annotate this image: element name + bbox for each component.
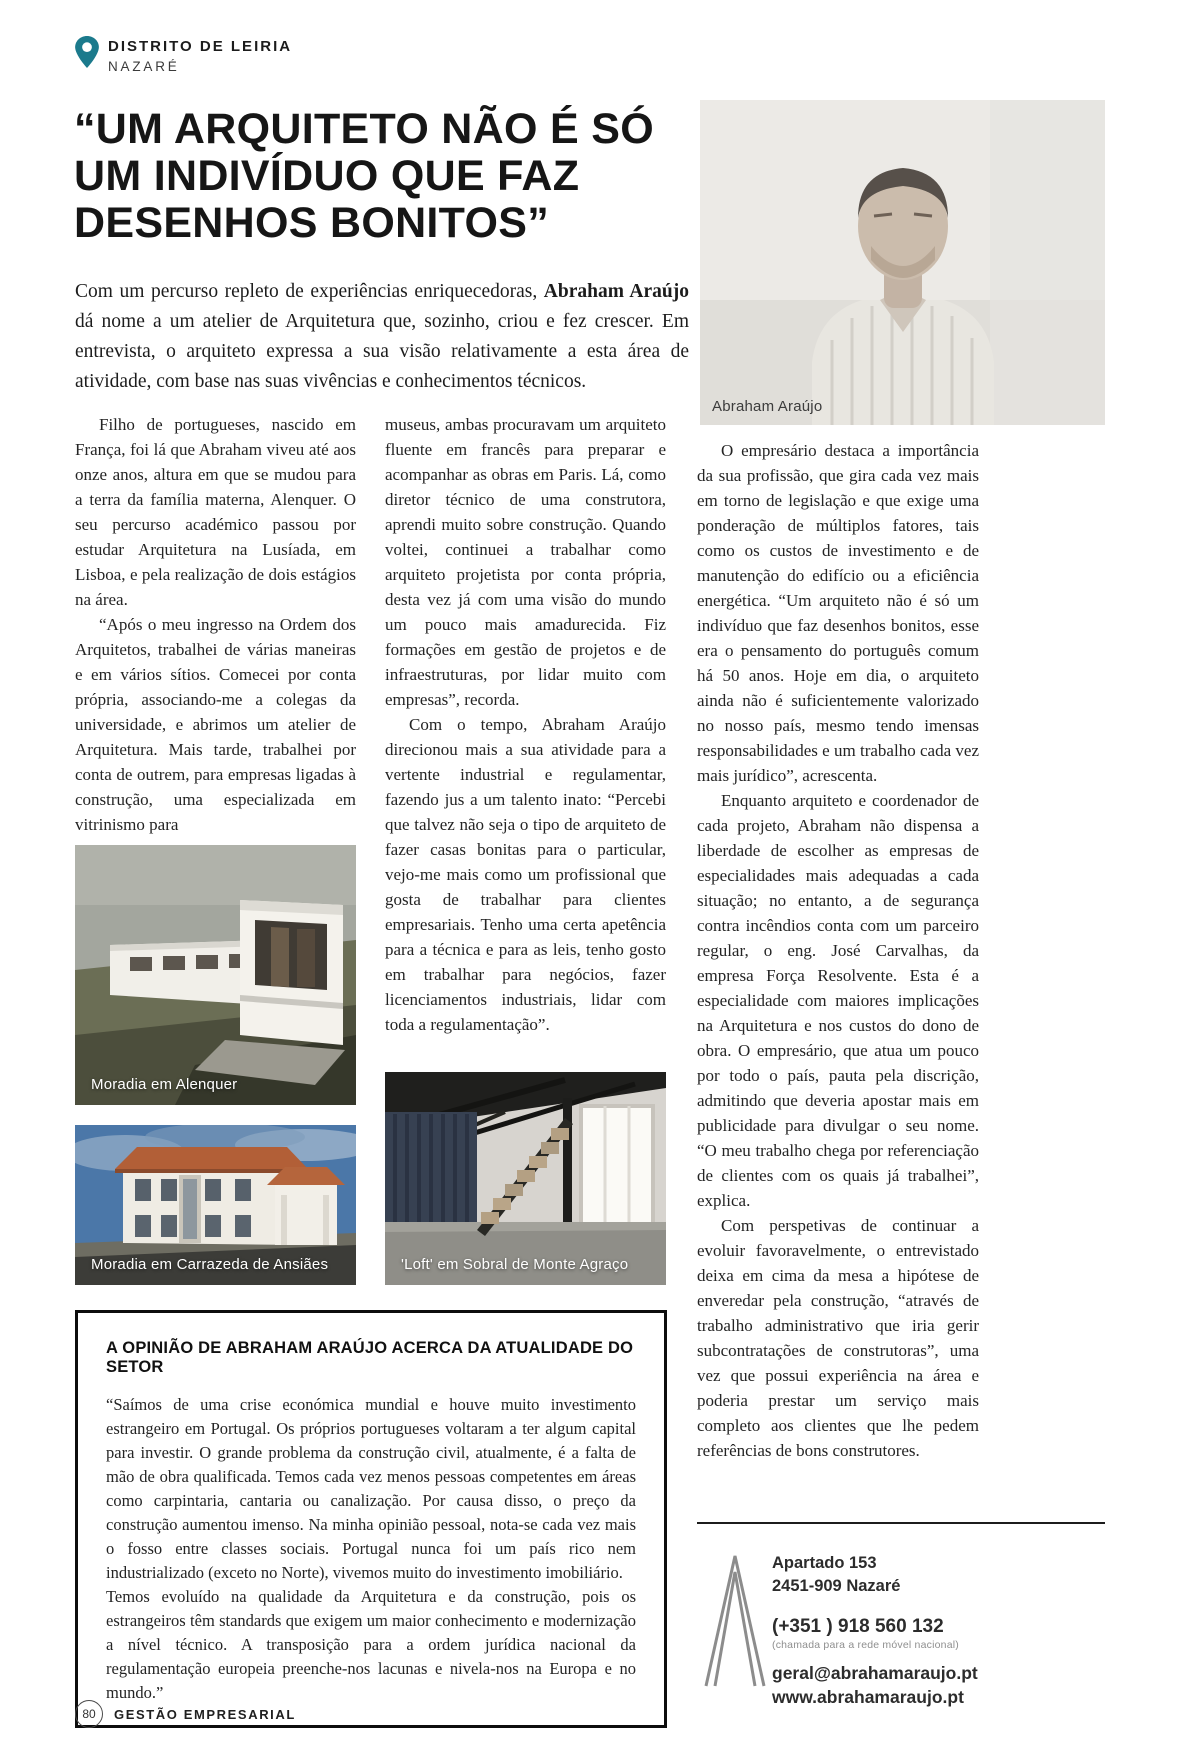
body-column-1 <box>75 412 356 837</box>
contact-address-line2: 2451-909 Nazaré <box>772 1577 901 1595</box>
contact-block <box>772 1552 1102 1709</box>
portrait-photo-art <box>700 100 1105 425</box>
page-number-badge <box>75 1700 103 1728</box>
body-column-3 <box>697 438 979 1463</box>
page-number: 80 <box>82 1707 96 1721</box>
photo-caption-alenquer: Moradia em Alenquer <box>91 1076 238 1093</box>
intro-after: dá nome a um atelier de Arquitetura que, sozinho, criou e fez crescer. Em entrevista, o arquiteto expressa a sua visão relativamente a esta área de atividade, com base nas suas vivências e conhecimentos técnicos. <box>75 311 689 392</box>
col2-paragraph-1: museus, ambas procuravam um arquiteto fluente em francês para preparar e acompanhar as obras em Paris. Lá, como diretor técnico de uma construtora, aprendi muito sobre construção. Quando voltei, continuei a trabalhar como arquiteto projetista por conta própria, desta vez já com uma visão do mundo um pouco mais amadurecida. Fiz formações em gestão de projetos e de infraestruturas, por lidar muito com empresas”, recorda. <box>385 415 666 709</box>
col2-paragraph-2: Com o tempo, Abraham Araújo direcionou mais a sua atividade para a vertente industrial e regulamentar, fazendo jus a um talento inato: “Percebi que talvez não seja o tipo de arquiteto de fazer casas bonitas para o particular, vejo-me mais como um profissional que gosta de trabalhar para clientes empresariais. Tenho uma certa apetência para a técnica e para as leis, tenho gosto em trabalhar para negócios, fazer licenciamentos industriais, lidar com toda a regulamentação”. <box>385 715 666 1034</box>
location-pin-icon <box>75 36 99 73</box>
atelier-logo <box>702 1548 768 1693</box>
portrait-caption: Abraham Araújo <box>712 398 823 415</box>
col3-paragraph-3: Com perspetivas de continuar a evoluir favoravelmente, o entrevistado deixa em cima da mesa a hipótese de enveredar pela construção, “através de trabalho administrativo que iria gerir subcontratações de construtoras”, uma vez que possui experiência na área e poderia prestar um serviço mais completo aos clientes que lhe pedem referências de bons construtores. <box>697 1216 979 1460</box>
contact-email: geral@abrahamaraujo.pt <box>772 1662 978 1683</box>
opinion-paragraph-2: Temos evoluído na qualidade da Arquitetura e da construção, pois os estrangeiros têm standards que exigem um maior conhecimento e modernização a nível técnico. A transposição para a ordem jurídica nacional da regulamentação europeia preenche-nos lacunas e nivela-nos na Europa e no mundo.” <box>106 1587 636 1702</box>
portrait-photo <box>700 100 1105 425</box>
photo-moradia-carrazeda <box>75 1125 356 1285</box>
col3-paragraph-1: O empresário destaca a importância da sua profissão, que gira cada vez mais em torno de legislação e que exige uma ponderação de múltiplos fatores, tais como os custos de investimento e de manutenção do edifício ou a eficiência energética. “Um arquiteto não é só um indivíduo que faz desenhos bonitos, esse era o pensamento do português comum há 50 anos. Hoje em dia, o arquiteto ainda não é suficientemente valorizado no nosso país, mesmo tendo imensas responsabilidades e um trabalho cada vez mais jurídico”, acrescenta. <box>697 441 979 785</box>
magazine-name: GESTÃO EMPRESARIAL <box>114 1707 296 1722</box>
location-city: NAZARÉ <box>108 59 180 74</box>
body-column-2 <box>385 412 666 1037</box>
col1-paragraph-2: “Após o meu ingresso na Ordem dos Arquitetos, trabalhei de várias maneiras e em vários sítios. Comecei por conta própria, associando-me a colegas da universidade, e abrimos um atelier de Arquitetura. Mais tarde, trabalhei por conta de outrem, para empresas ligadas à construção, uma especializada em vitrinismo para <box>75 615 356 834</box>
photo-caption-loft: 'Loft' em Sobral de Monte Agraço <box>401 1256 629 1273</box>
headline-line-2: UM INDIVÍDUO QUE FAZ <box>74 152 580 200</box>
opinion-box-title: A OPINIÃO DE ABRAHAM ARAÚJO ACERCA DA ATUALIDADE DO SETOR <box>106 1339 634 1376</box>
col1-paragraph-1: Filho de portugueses, nascido em França, foi lá que Abraham viveu até aos onze anos, altura em que se mudou para a terra da família materna, Alenquer. O seu percurso académico passou por estudar Arquitetura na Lusíada, em Lisboa, e pela realização de dois estágios na área. <box>75 415 356 609</box>
headline-line-3: DESENHOS BONITOS” <box>74 199 549 247</box>
photo-caption-carrazeda: Moradia em Carrazeda de Ansiães <box>91 1256 329 1273</box>
photo-loft-sobral <box>385 1072 666 1285</box>
contact-address-line1: Apartado 153 <box>772 1554 877 1572</box>
loft-photo-art <box>385 1072 666 1285</box>
location-block <box>108 38 292 74</box>
intro-paragraph <box>75 277 689 397</box>
headline-line-1: “UM ARQUITETO NÃO É SÓ <box>74 105 654 153</box>
contact-phone-note: (chamada para a rede móvel nacional) <box>772 1639 959 1651</box>
col3-paragraph-2: Enquanto arquiteto e coordenador de cada projeto, Abraham não dispensa a liberdade de escolher as empresas de especialidades mais adequadas a cada situação; no entanto, a de segurança contra incêndios conta com um parceiro regular, o eng. José Carvalhas, da empresa Força Resolvente. Esta é a especialidade com maiores implicações na Arquitetura e nos custos do dono de obra. O empresário, que atua um pouco por todo o país, pauta pela discrição, admitindo que deveria apostar mais em publicidade para divulgar o seu nome. “O meu trabalho chega por referenciação de clientes com os quais já trabalhei”, explica. <box>697 791 979 1210</box>
contact-divider <box>697 1522 1105 1524</box>
intro-before: Com um percurso repleto de experiências enriquecedoras, <box>75 281 544 302</box>
alenquer-photo-art <box>75 845 356 1105</box>
opinion-box <box>75 1310 667 1728</box>
article-headline <box>74 106 714 247</box>
photo-moradia-alenquer <box>75 845 356 1105</box>
contact-phone: (+351 ) 918 560 132 <box>772 1616 944 1637</box>
opinion-paragraph-1: “Saímos de uma crise económica mundial e houve muito investimento estrangeiro em Portugal. Os próprios portugueses voltaram a ter algum capital para investir. O grande problema da construção civil, atualmente, é a falta de mão de obra qualificada. Temos cada vez menos pessoas competentes em áreas como carpintaria, cantaria ou canalização. Por causa disso, o preço da construção aumentou imenso. Na minha opinião pessoal, nota-se cada vez mais o fosso entre classes sociais. Portugal nunca foi um país rico nem industrializado (exceto no Norte), vivemos muito do investimento imobiliário. <box>106 1395 636 1582</box>
contact-website: www.abrahamaraujo.pt <box>772 1686 964 1707</box>
location-district: DISTRITO DE LEIRIA <box>108 38 293 55</box>
intro-name: Abraham Araújo <box>543 281 690 302</box>
